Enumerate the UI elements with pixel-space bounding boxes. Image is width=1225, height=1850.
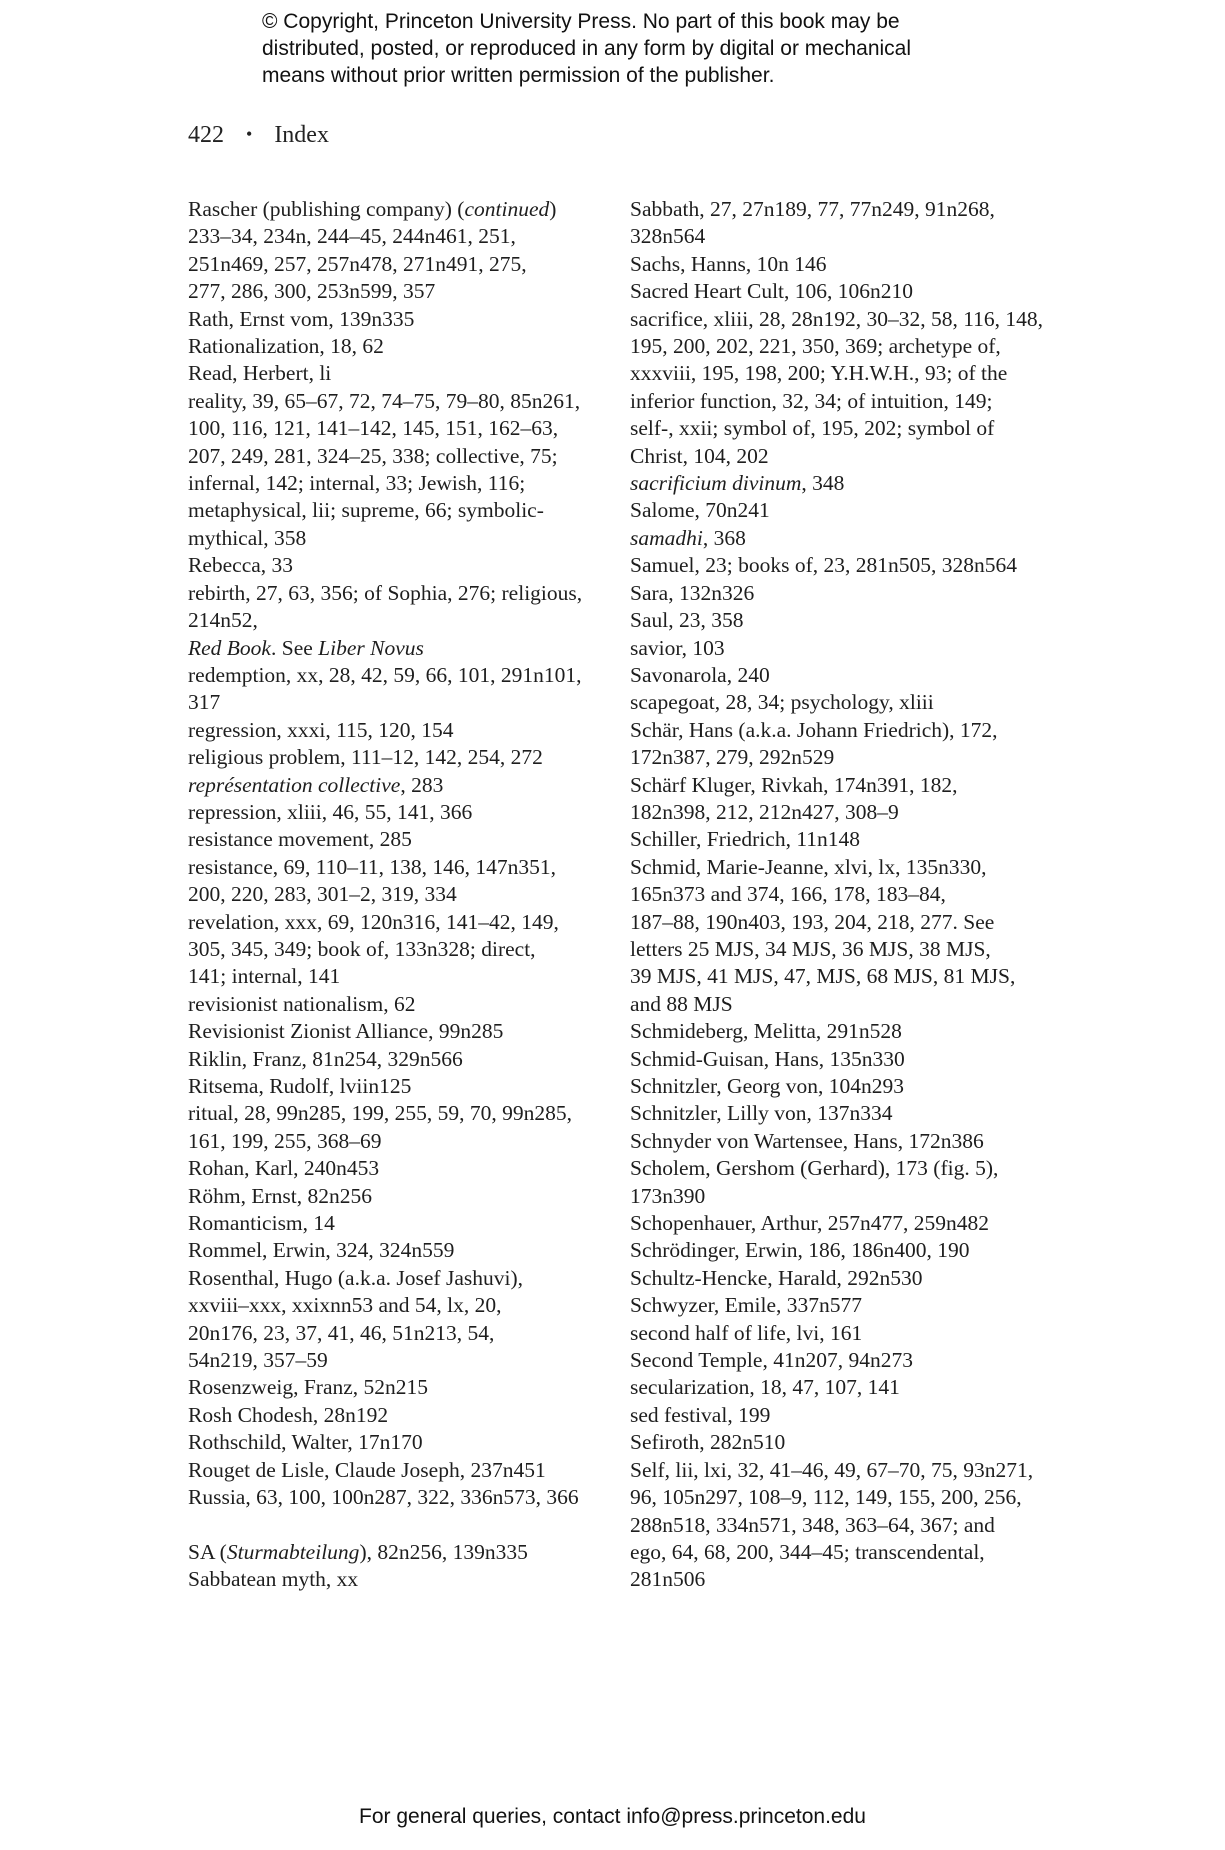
index-entry <box>630 1292 1055 1319</box>
index-entry <box>630 1429 1055 1456</box>
index-entry <box>188 1539 608 1566</box>
entry-text: Sacred Heart Cult, 106, 106n210 <box>630 279 914 304</box>
entry-text: mythical, 358 <box>188 525 307 550</box>
entry-line <box>630 635 1055 662</box>
entry-line <box>630 223 1055 250</box>
entry-text: repression, xliii, 46, 55, 141, 366 <box>188 799 473 824</box>
italic-term: samadhi <box>630 525 703 550</box>
entry-text: Sabbatean myth, xx <box>188 1567 359 1592</box>
entry-line <box>630 717 1055 744</box>
index-entry <box>188 1374 608 1401</box>
entry-line <box>630 525 1055 552</box>
entry-line <box>188 963 608 990</box>
entry-line <box>188 1320 608 1347</box>
entry-line <box>188 689 608 716</box>
italic-term: Red Book <box>188 635 271 660</box>
index-entry <box>630 1457 1055 1594</box>
entry-line <box>630 1457 1055 1484</box>
entry-line <box>630 1183 1055 1210</box>
entry-line <box>630 963 1055 990</box>
entry-text: Read, Herbert, li <box>188 361 332 386</box>
section-title: Index <box>274 122 329 148</box>
entry-line <box>630 1347 1055 1374</box>
index-entry <box>630 1155 1055 1210</box>
entry-line <box>630 1128 1055 1155</box>
entry-line <box>188 580 608 607</box>
italic-term: représentation collective <box>188 772 401 797</box>
entry-line <box>188 388 608 415</box>
entry-line <box>630 1566 1055 1593</box>
entry-text: Ritsema, Rudolf, lviin125 <box>188 1074 412 1098</box>
entry-line <box>630 1320 1055 1347</box>
index-entry <box>188 717 608 744</box>
entry-text: ritual, 28, 99n285, 199, 255, 59, 70, 99n285, <box>188 1101 572 1126</box>
entry-text: Schär, Hans (a.k.a. Johann Friedrich), 172, <box>630 717 998 742</box>
index-entry <box>630 772 1055 827</box>
entry-line <box>188 306 608 333</box>
entry-line <box>188 909 608 936</box>
entry-line <box>630 936 1055 963</box>
entry-line <box>630 1512 1055 1539</box>
footer-contact: For general queries, contact info@press.princeton.edu <box>359 1805 866 1828</box>
index-entry <box>188 744 608 771</box>
entry-text: 100, 116, 121, 141–142, 145, 151, 162–63, <box>188 416 559 441</box>
entry-text: rebirth, 27, 63, 356; of Sophia, 276; religious, <box>188 580 583 605</box>
entry-line <box>630 1046 1055 1073</box>
entry-text: and 88 MJS <box>630 991 733 1016</box>
entry-line <box>188 1402 608 1429</box>
index-entry <box>630 580 1055 607</box>
index-entry <box>630 1073 1055 1100</box>
entry-text: Second Temple, 41n207, 94n273 <box>630 1348 913 1373</box>
entry-text: Self, lii, lxi, 32, 41–46, 49, 67–70, 75, 93n271, <box>630 1457 1034 1482</box>
entry-line <box>630 1100 1055 1127</box>
entry-text: 54n219, 357–59 <box>188 1348 328 1373</box>
entry-line <box>630 1402 1055 1429</box>
italic-term: Liber Novus <box>318 635 424 660</box>
entry-line <box>630 1265 1055 1292</box>
entry-text: resistance movement, 285 <box>188 827 412 852</box>
index-entry <box>188 1073 608 1100</box>
entry-text: Romanticism, 14 <box>188 1211 335 1236</box>
entry-line <box>188 1073 608 1100</box>
entry-text: Schmid, Marie-Jeanne, xlvi, lx, 135n330, <box>630 854 987 879</box>
index-entry <box>188 360 608 387</box>
entry-text: 214n52, <box>188 608 258 633</box>
entry-line <box>630 607 1055 634</box>
entry-text: Schärf Kluger, Rivkah, 174n391, 182, <box>630 772 958 797</box>
entry-text: 305, 345, 349; book of, 133n328; direct, <box>188 936 536 961</box>
entry-text: Rosenzweig, Franz, 52n215 <box>188 1375 429 1400</box>
running-head <box>188 122 329 149</box>
entry-text: Rascher (publishing company) ( <box>188 197 465 221</box>
entry-text: 161, 199, 255, 368–69 <box>188 1128 382 1153</box>
entry-line <box>188 607 608 634</box>
entry-line <box>630 1073 1055 1100</box>
index-entry <box>188 1457 608 1484</box>
entry-text: 182n398, 212, 212n427, 308–9 <box>630 799 899 824</box>
entry-text: second half of life, lvi, 161 <box>630 1320 863 1345</box>
entry-text: 288n518, 334n571, 348, 363–64, 367; and <box>630 1512 995 1537</box>
index-entry <box>188 854 608 909</box>
entry-text: Schultz-Hencke, Harald, 292n530 <box>630 1265 923 1290</box>
index-column-right <box>630 196 1055 1594</box>
entry-line <box>630 909 1055 936</box>
index-entry <box>188 1155 608 1182</box>
index-entry <box>188 1566 608 1593</box>
entry-text: 165n373 and 374, 166, 178, 183–84, <box>630 882 946 907</box>
italic-term: continued <box>464 197 550 221</box>
index-entry <box>188 1237 608 1264</box>
entry-line <box>188 525 608 552</box>
entry-line <box>630 333 1055 360</box>
entry-gap <box>188 1512 608 1539</box>
entry-line <box>630 1539 1055 1566</box>
index-entry <box>630 1374 1055 1401</box>
entry-line <box>630 388 1055 415</box>
entry-line <box>188 1457 608 1484</box>
entry-text: 173n390 <box>630 1183 706 1208</box>
entry-line <box>630 360 1055 387</box>
index-entry <box>188 1183 608 1210</box>
entry-line <box>188 854 608 881</box>
entry-line <box>630 1484 1055 1511</box>
index-entry <box>630 552 1055 579</box>
index-entry <box>630 854 1055 1018</box>
entry-text: sed festival, 199 <box>630 1402 771 1427</box>
entry-text: Schopenhauer, Arthur, 257n477, 259n482 <box>630 1211 989 1236</box>
entry-text: 328n564 <box>630 224 706 249</box>
entry-text: regression, xxxi, 115, 120, 154 <box>188 717 454 742</box>
entry-text: 172n387, 279, 292n529 <box>630 745 835 770</box>
index-entry <box>188 1402 608 1429</box>
entry-line <box>630 443 1055 470</box>
index-entry <box>188 1484 608 1511</box>
entry-line <box>188 662 608 689</box>
index-entry <box>188 1100 608 1155</box>
entry-text: 200, 220, 283, 301–2, 319, 334 <box>188 882 457 907</box>
entry-text: xxxviii, 195, 198, 200; Y.H.W.H., 93; of the <box>630 361 1008 386</box>
entry-line <box>188 251 608 278</box>
entry-text: 187–88, 190n403, 193, 204, 218, 277. See <box>630 909 995 934</box>
entry-text: Schmideberg, Melitta, 291n528 <box>630 1019 902 1044</box>
entry-line <box>630 251 1055 278</box>
entry-text: ego, 64, 68, 200, 344–45; transcendental, <box>630 1539 985 1564</box>
entry-text: xxviii–xxx, xxixnn53 and 54, lx, 20, <box>188 1293 502 1318</box>
entry-text: , 348 <box>801 471 845 496</box>
entry-line <box>630 415 1055 442</box>
entry-line <box>188 635 608 662</box>
entry-line <box>188 881 608 908</box>
index-entry <box>188 552 608 579</box>
entry-text: revelation, xxx, 69, 120n316, 141–42, 149, <box>188 909 559 934</box>
entry-line <box>630 278 1055 305</box>
entry-text: Riklin, Franz, 81n254, 329n566 <box>188 1046 463 1071</box>
entry-text: Schnyder von Wartensee, Hans, 172n386 <box>630 1128 984 1153</box>
entry-line <box>188 1292 608 1319</box>
entry-text: Schrödinger, Erwin, 186, 186n400, 190 <box>630 1238 970 1263</box>
index-entry <box>630 1237 1055 1264</box>
index-entry <box>630 470 1055 497</box>
index-entry <box>630 1100 1055 1127</box>
entry-line <box>188 443 608 470</box>
entry-text: Rothschild, Walter, 17n170 <box>188 1430 423 1455</box>
separator-bullet: • <box>246 124 253 144</box>
entry-text: Rationalization, 18, 62 <box>188 334 384 359</box>
entry-line <box>630 196 1055 223</box>
entry-text: Savonarola, 240 <box>630 662 770 687</box>
entry-line <box>630 662 1055 689</box>
entry-text: 251n469, 257, 257n478, 271n491, 275, <box>188 251 527 276</box>
entry-line <box>188 196 608 223</box>
entry-line <box>188 278 608 305</box>
entry-text: Scholem, Gershom (Gerhard), 173 (fig. 5), <box>630 1156 999 1181</box>
entry-text: Schnitzler, Georg von, 104n293 <box>630 1074 905 1098</box>
index-entry <box>630 662 1055 689</box>
entry-line <box>188 1429 608 1456</box>
copyright-line: © Copyright, Princeton University Press. No part of this book may be <box>262 10 900 33</box>
entry-line <box>188 1100 608 1127</box>
index-entry <box>630 1210 1055 1237</box>
entry-text: 233–34, 234n, 244–45, 244n461, 251, <box>188 224 516 249</box>
entry-text: Rohan, Karl, 240n453 <box>188 1156 380 1181</box>
index-entry <box>188 1265 608 1375</box>
entry-line <box>188 1183 608 1210</box>
entry-line <box>630 1429 1055 1456</box>
index-entry <box>630 251 1055 278</box>
index-entry <box>188 799 608 826</box>
entry-text: Rosh Chodesh, 28n192 <box>188 1402 389 1427</box>
entry-line <box>630 881 1055 908</box>
entry-text: 195, 200, 202, 221, 350, 369; archetype of, <box>630 334 1001 359</box>
index-entry <box>188 196 608 306</box>
entry-text: Rouget de Lisle, Claude Joseph, 237n451 <box>188 1457 546 1482</box>
entry-line <box>188 1484 608 1511</box>
entry-text: Schwyzer, Emile, 337n577 <box>630 1293 863 1318</box>
entry-text: secularization, 18, 47, 107, 141 <box>630 1375 900 1400</box>
entry-text: Rath, Ernst vom, 139n335 <box>188 306 415 331</box>
entry-line <box>188 1210 608 1237</box>
index-entry <box>630 1046 1055 1073</box>
entry-line <box>188 360 608 387</box>
entry-line <box>630 799 1055 826</box>
index-entry <box>188 306 608 333</box>
entry-text: redemption, xx, 28, 42, 59, 66, 101, 291n101, <box>188 662 582 687</box>
entry-text: letters 25 MJS, 34 MJS, 36 MJS, 38 MJS, <box>630 936 991 961</box>
entry-text: Rebecca, 33 <box>188 553 294 578</box>
entry-line <box>188 772 608 799</box>
index-entry <box>630 635 1055 662</box>
index-entry <box>630 826 1055 853</box>
index-entry <box>188 333 608 360</box>
entry-line <box>630 306 1055 333</box>
entry-text: Sara, 132n326 <box>630 580 755 605</box>
entry-line <box>188 936 608 963</box>
entry-text: 281n506 <box>630 1567 706 1592</box>
entry-line <box>630 497 1055 524</box>
index-entry <box>188 826 608 853</box>
entry-text: , 283 <box>400 772 444 797</box>
entry-text: Schiller, Friedrich, 11n148 <box>630 827 861 852</box>
entry-text: Röhm, Ernst, 82n256 <box>188 1183 372 1208</box>
entry-line <box>188 1018 608 1045</box>
entry-line <box>630 1237 1055 1264</box>
entry-line <box>630 689 1055 716</box>
entry-text: Schnitzler, Lilly von, 137n334 <box>630 1101 893 1126</box>
index-entry <box>630 306 1055 470</box>
entry-text: Salome, 70n241 <box>630 498 770 523</box>
entry-line <box>630 1018 1055 1045</box>
index-entry <box>188 909 608 991</box>
entry-line <box>188 1237 608 1264</box>
italic-term: Sturmabteilung <box>226 1539 360 1564</box>
index-entry <box>630 525 1055 552</box>
entry-text: self-, xxii; symbol of, 195, 202; symbol of <box>630 416 995 441</box>
entry-line <box>630 1374 1055 1401</box>
index-entry <box>630 1128 1055 1155</box>
entry-text: Christ, 104, 202 <box>630 443 769 468</box>
index-entry <box>188 662 608 717</box>
index-entry <box>188 635 608 662</box>
index-entry <box>630 607 1055 634</box>
entry-line <box>188 1347 608 1374</box>
index-entry <box>630 1018 1055 1045</box>
index-column-left <box>188 196 608 1594</box>
entry-text: religious problem, 111–12, 142, 254, 272 <box>188 745 543 770</box>
entry-text: . See <box>270 635 319 660</box>
index-entry <box>630 497 1055 524</box>
entry-line <box>188 717 608 744</box>
entry-text: Rommel, Erwin, 324, 324n559 <box>188 1238 455 1263</box>
index-entry <box>188 991 608 1018</box>
index-entry <box>630 1265 1055 1292</box>
index-entry <box>188 1210 608 1237</box>
entry-text: resistance, 69, 110–11, 138, 146, 147n351, <box>188 854 557 879</box>
entry-text: 96, 105n297, 108–9, 112, 149, 155, 200, 256, <box>630 1485 1022 1510</box>
entry-text: ) <box>549 197 557 221</box>
entry-line <box>188 1046 608 1073</box>
copyright-line: distributed, posted, or reproduced in any form by digital or mechanical <box>262 37 912 60</box>
index-entry <box>188 1046 608 1073</box>
entry-line <box>630 826 1055 853</box>
entry-text: 20n176, 23, 37, 41, 46, 51n213, 54, <box>188 1320 495 1345</box>
entry-text: Revisionist Zionist Alliance, 99n285 <box>188 1019 504 1044</box>
entry-text: 39 MJS, 41 MJS, 47, MJS, 68 MJS, 81 MJS, <box>630 964 1016 989</box>
entry-text: 317 <box>188 690 221 715</box>
entry-text: reality, 39, 65–67, 72, 74–75, 79–80, 85n261, <box>188 388 581 413</box>
entry-line <box>188 497 608 524</box>
entry-line <box>188 799 608 826</box>
entry-text: Samuel, 23; books of, 23, 281n505, 328n564 <box>630 553 1017 578</box>
entry-text: 207, 249, 281, 324–25, 338; collective, 75; <box>188 443 558 468</box>
entry-text: savior, 103 <box>630 635 725 660</box>
entry-line <box>630 552 1055 579</box>
entry-line <box>188 1374 608 1401</box>
entry-text: ), 82n256, 139n335 <box>359 1539 528 1564</box>
entry-line <box>630 772 1055 799</box>
index-entry <box>630 278 1055 305</box>
entry-line <box>630 1292 1055 1319</box>
index-entry <box>188 580 608 635</box>
index-entry <box>630 1347 1055 1374</box>
entry-line <box>630 991 1055 1018</box>
entry-text: inferior function, 32, 34; of intuition, 149; <box>630 388 993 413</box>
entry-line <box>630 1210 1055 1237</box>
entry-line <box>188 415 608 442</box>
entry-line <box>188 1155 608 1182</box>
entry-text: , 368 <box>702 525 746 550</box>
copyright-notice <box>262 8 982 89</box>
entry-line <box>630 580 1055 607</box>
entry-text: 141; internal, 141 <box>188 964 341 989</box>
index-entry <box>630 689 1055 716</box>
page-number: 422 <box>188 122 224 148</box>
index-entry <box>188 772 608 799</box>
entry-line <box>630 1155 1055 1182</box>
index-entry <box>188 388 608 552</box>
entry-line <box>188 552 608 579</box>
entry-text: scapegoat, 28, 34; psychology, xliii <box>630 690 934 715</box>
entry-line <box>188 333 608 360</box>
index-entry <box>188 1018 608 1045</box>
entry-line <box>188 1128 608 1155</box>
entry-text: SA ( <box>188 1539 227 1564</box>
entry-text: metaphysical, lii; supreme, 66; symbolic- <box>188 498 544 523</box>
entry-line <box>188 1265 608 1292</box>
entry-line <box>188 470 608 497</box>
entry-text: Russia, 63, 100, 100n287, 322, 336n573, 366 <box>188 1485 579 1510</box>
entry-line <box>188 1566 608 1593</box>
entry-line <box>630 744 1055 771</box>
copyright-line: means without prior written permission of the publisher. <box>262 64 775 87</box>
entry-text: sacrifice, xliii, 28, 28n192, 30–32, 58, 116, 148, <box>630 306 1044 331</box>
entry-line <box>188 223 608 250</box>
index-entry <box>630 1320 1055 1347</box>
index-entry <box>630 1402 1055 1429</box>
index-entry <box>630 717 1055 772</box>
entry-text: revisionist nationalism, 62 <box>188 991 416 1016</box>
entry-line <box>630 470 1055 497</box>
entry-line <box>188 991 608 1018</box>
index-entry <box>630 196 1055 251</box>
index-entry <box>188 1429 608 1456</box>
entry-text: Sefiroth, 282n510 <box>630 1430 786 1455</box>
entry-text: 277, 286, 300, 253n599, 357 <box>188 279 436 304</box>
entry-text: Saul, 23, 358 <box>630 608 744 633</box>
entry-line <box>188 826 608 853</box>
entry-text: Rosenthal, Hugo (a.k.a. Josef Jashuvi), <box>188 1265 523 1290</box>
entry-line <box>188 1539 608 1566</box>
entry-text: infernal, 142; internal, 33; Jewish, 116; <box>188 471 526 496</box>
entry-line <box>630 854 1055 881</box>
entry-text: Sabbath, 27, 27n189, 77, 77n249, 91n268, <box>630 197 995 221</box>
italic-term: sacrificium divinum <box>630 471 802 496</box>
entry-text: Schmid-Guisan, Hans, 135n330 <box>630 1046 905 1071</box>
entry-line <box>188 744 608 771</box>
entry-text: Sachs, Hanns, 10n 146 <box>630 251 827 276</box>
